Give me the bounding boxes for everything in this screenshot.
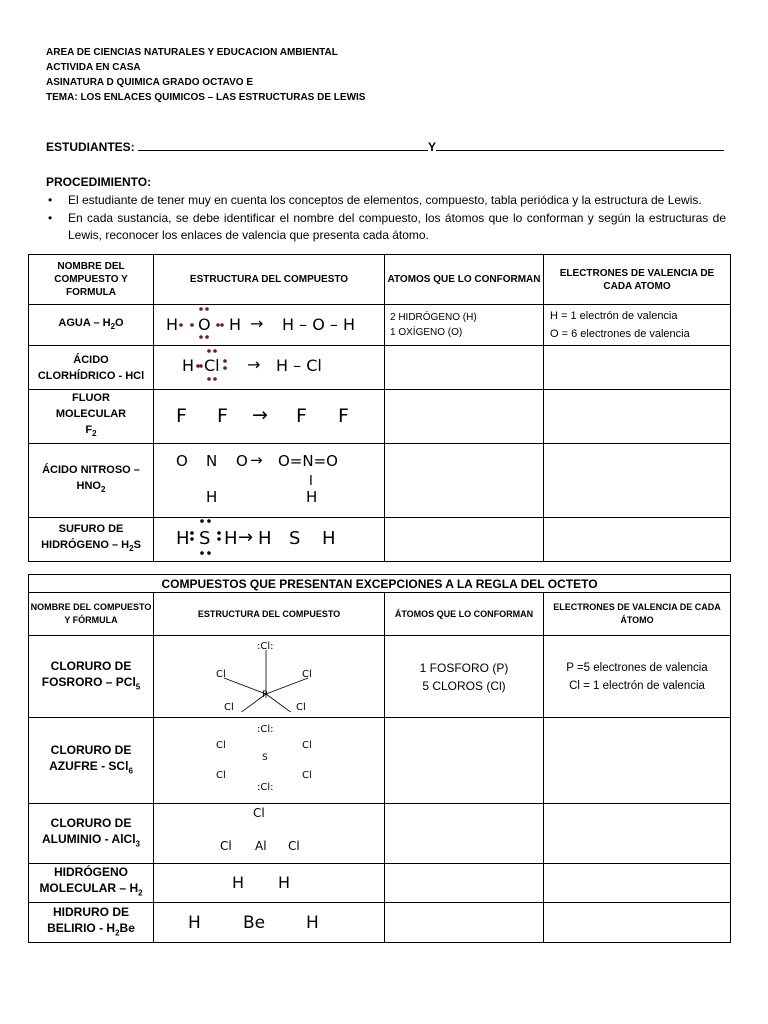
compound-name: ÁCIDO NITROSO – $HNO_2$ [29, 444, 154, 518]
compound-name: CLORURO DE AZUFRE - SCl$_6$ [29, 718, 154, 804]
student-1-blank[interactable] [138, 139, 428, 151]
atom-h: H [229, 315, 242, 334]
atoms-cell[interactable] [385, 518, 544, 562]
table-row [29, 444, 731, 518]
atoms-cell[interactable] [385, 804, 544, 864]
arrow-icon: → [238, 527, 254, 548]
electrons-line: Cl = 1 electrón de valencia [569, 679, 705, 692]
atom-cl: :Cl: [257, 641, 274, 652]
electrons-cell[interactable] [544, 804, 731, 864]
atom-cl: :Cl: [257, 724, 274, 735]
atoms-cell[interactable] [385, 390, 544, 444]
atom-cl: Cl [216, 740, 226, 751]
atoms-line: 5 CLOROS (Cl) [422, 678, 506, 693]
hcl-lewis-diagram [154, 346, 384, 384]
atoms-cell[interactable] [385, 903, 544, 943]
electrons-cell [544, 305, 731, 346]
atom-h: H [188, 913, 201, 933]
electrons-line: O = 6 electrones de valencia [550, 328, 690, 340]
atom-p: P [262, 690, 268, 700]
atom-f: F [338, 405, 349, 427]
atom-be: Be [243, 913, 266, 933]
electrons-cell[interactable] [544, 903, 731, 943]
header-line-area: AREA DE CIENCIAS NATURALES Y EDUCACION AMBIENTAL [46, 47, 338, 58]
atom-o: O [236, 452, 248, 470]
table-row [29, 864, 731, 903]
atom-o: O [198, 315, 211, 334]
table-title-row [29, 575, 731, 593]
atoms-cell [385, 636, 544, 718]
procedure-title: PROCEDIMIENTO: [46, 175, 152, 189]
atoms-cell[interactable] [385, 444, 544, 518]
compound-structure [154, 903, 385, 943]
header-line-topic: TEMA: LOS ENLACES QUIMICOS – LAS ESTRUCTURAS DE LEWIS [46, 92, 366, 103]
beh2-lewis-diagram [154, 903, 384, 937]
electrons-cell[interactable] [544, 346, 731, 390]
arrow-icon: → [250, 314, 264, 333]
atom-cl: Cl [220, 839, 232, 853]
atom-cl: Cl [216, 770, 226, 781]
students-line [46, 139, 724, 154]
procedure-list [46, 192, 726, 245]
header-atoms: ATOMOS QUE LO CONFORMAN [385, 255, 544, 305]
compound-structure [154, 444, 385, 518]
atom-s: S [289, 528, 301, 549]
bullet-icon: • [48, 193, 53, 207]
atoms-cell[interactable] [385, 864, 544, 903]
electrons-cell[interactable] [544, 864, 731, 903]
electrons-cell[interactable] [544, 718, 731, 804]
pcl5-lewis-diagram [154, 636, 384, 712]
atom-cl: Cl [216, 669, 226, 680]
atom-al: Al [255, 839, 267, 853]
students-joiner: Y [428, 140, 437, 154]
atom-cl: :Cl: [257, 782, 274, 793]
header-atoms: ÁTOMOS QUE LO CONFORMAN [385, 593, 544, 636]
arrow-icon: → [247, 355, 261, 374]
compound-structure [154, 346, 385, 390]
atom-h: H [166, 315, 179, 334]
table-row [29, 518, 731, 562]
atoms-line: 2 HIDRÓGENO (H) [390, 312, 477, 323]
header-structure: ESTRUCTURA DEL COMPUESTO [154, 255, 385, 305]
compound-structure [154, 804, 385, 864]
structure-result: O=N=O [278, 452, 338, 470]
structure-result: H – Cl [276, 356, 322, 375]
atom-cl: Cl [288, 839, 300, 853]
compound-name: SUFURO DE HIDRÓGENO – $H_2S$ [29, 518, 154, 562]
atom-f: F [176, 405, 187, 427]
compound-structure [154, 864, 385, 903]
compound-structure [154, 390, 385, 444]
electrons-cell[interactable] [544, 390, 731, 444]
atom-n: N [206, 452, 218, 470]
document-header [46, 45, 365, 105]
atom-s: S [199, 528, 211, 549]
electrons-cell [544, 636, 731, 718]
procedure-item-text: El estudiante de tener muy en cuenta los conceptos de elementos, compuesto, tabla periódica y la estructura de Lewis. [68, 193, 702, 207]
octet-exceptions-table [28, 574, 731, 943]
structure-result: H – O – H [282, 315, 355, 334]
student-2-blank[interactable] [436, 139, 724, 151]
header-structure: ESTRUCTURA DEL COMPUESTO [154, 593, 385, 636]
atom-o: O [176, 452, 188, 470]
compound-name: CLORURO DE ALUMINIO - AlCl$_3$ [29, 804, 154, 864]
atom-cl: Cl [302, 770, 312, 781]
atom-h: H [224, 528, 238, 549]
atom-h: H [176, 528, 190, 549]
atom-cl: Cl [224, 702, 234, 712]
table-header-row [29, 255, 731, 305]
table-row [29, 346, 731, 390]
atoms-cell[interactable] [385, 346, 544, 390]
table-header-row [29, 593, 731, 636]
table-row [29, 636, 731, 718]
table-row [29, 718, 731, 804]
procedure-item-text: En cada sustancia, se debe identificar el nombre del compuesto, los átomos que lo conforman y según la estructuras de Lewis, reconocer los enlaces de valencia que presenta cada átomo. [68, 210, 726, 242]
hydrogen-sulfide-lewis-diagram [154, 518, 384, 556]
header-electrons: ELECTRONES DE VALENCIA DE CADA ATOMO [544, 255, 731, 305]
atoms-cell [385, 305, 544, 346]
header-name: NOMBRE DEL COMPUESTO Y FÓRMULA [29, 593, 154, 636]
atom-cl: Cl [204, 356, 220, 375]
header-line-activity: ACTIVIDA EN CASA [46, 62, 141, 73]
compound-name: FLUOR MOLECULAR $F_2$ [29, 390, 154, 444]
atom-h: H [306, 913, 319, 933]
header-line-subject: ASINATURA D QUIMICA GRADO OCTAVO E [46, 77, 254, 88]
electrons-line: H = 1 electrón de valencia [550, 310, 678, 322]
electrons-cell[interactable] [544, 518, 731, 562]
compound-structure [154, 518, 385, 562]
table-row [29, 390, 731, 444]
procedure-item [46, 192, 726, 210]
scl6-lewis-diagram [154, 718, 384, 798]
atom-cl: Cl [253, 806, 265, 820]
atom-h: H [322, 528, 336, 549]
compound-structure [154, 718, 385, 804]
compound-name: CLORURO DE FOSRORO – PCl$_5$ [29, 636, 154, 718]
compound-structure [154, 636, 385, 718]
atom-cl: Cl [302, 669, 312, 680]
compound-name: HIDRÓGENO MOLECULAR – $H_2$ [29, 864, 154, 903]
atom-cl: Cl [296, 702, 306, 712]
table-title: COMPUESTOS QUE PRESENTAN EXCEPCIONES A LA REGLA DEL OCTETO [29, 575, 731, 593]
nitrous-acid-lewis-diagram [154, 444, 384, 512]
bond-line: I [309, 474, 313, 489]
compound-name: AGUA – $H_2O$ [29, 305, 154, 346]
atom-h: H [182, 356, 195, 375]
electrons-line: P =5 electrones de valencia [566, 661, 708, 674]
atoms-cell[interactable] [385, 718, 544, 804]
electrons-cell[interactable] [544, 444, 731, 518]
arrow-icon: → [250, 451, 263, 469]
atom-s: S [262, 753, 268, 763]
bullet-icon: • [48, 210, 53, 225]
h2-lewis-diagram [154, 864, 384, 897]
header-name: NOMBRE DEL COMPUESTO Y FORMULA [29, 255, 154, 305]
students-label: ESTUDIANTES: [46, 140, 135, 154]
atom-f: F [217, 405, 228, 427]
water-lewis-diagram [154, 305, 384, 340]
atom-h: H [258, 528, 272, 549]
alcl3-lewis-diagram [154, 804, 384, 858]
atom-h: H [306, 488, 318, 506]
header-electrons: ELECTRONES DE VALENCIA DE CADA ÁTOMO [544, 593, 731, 636]
atom-f: F [296, 405, 307, 427]
atom-h: H [278, 873, 291, 892]
arrow-icon: → [252, 404, 268, 426]
table-row [29, 804, 731, 864]
table-row [29, 903, 731, 943]
atoms-line: 1 OXÍGENO (O) [390, 327, 463, 338]
compound-name: ÁCIDO CLORHÍDRICO - HCl [29, 346, 154, 390]
atoms-line: 1 FOSFORO (P) [419, 660, 509, 675]
compound-name: HIDRURO DE BELIRIO - $H_2Be$ [29, 903, 154, 943]
compound-structure [154, 305, 385, 346]
atom-cl: Cl [302, 740, 312, 751]
lewis-table [28, 254, 731, 562]
atom-h: H [232, 873, 245, 892]
table-row [29, 305, 731, 346]
fluorine-lewis-diagram [154, 390, 384, 438]
atom-h: H [206, 488, 218, 506]
procedure-item [46, 210, 726, 245]
